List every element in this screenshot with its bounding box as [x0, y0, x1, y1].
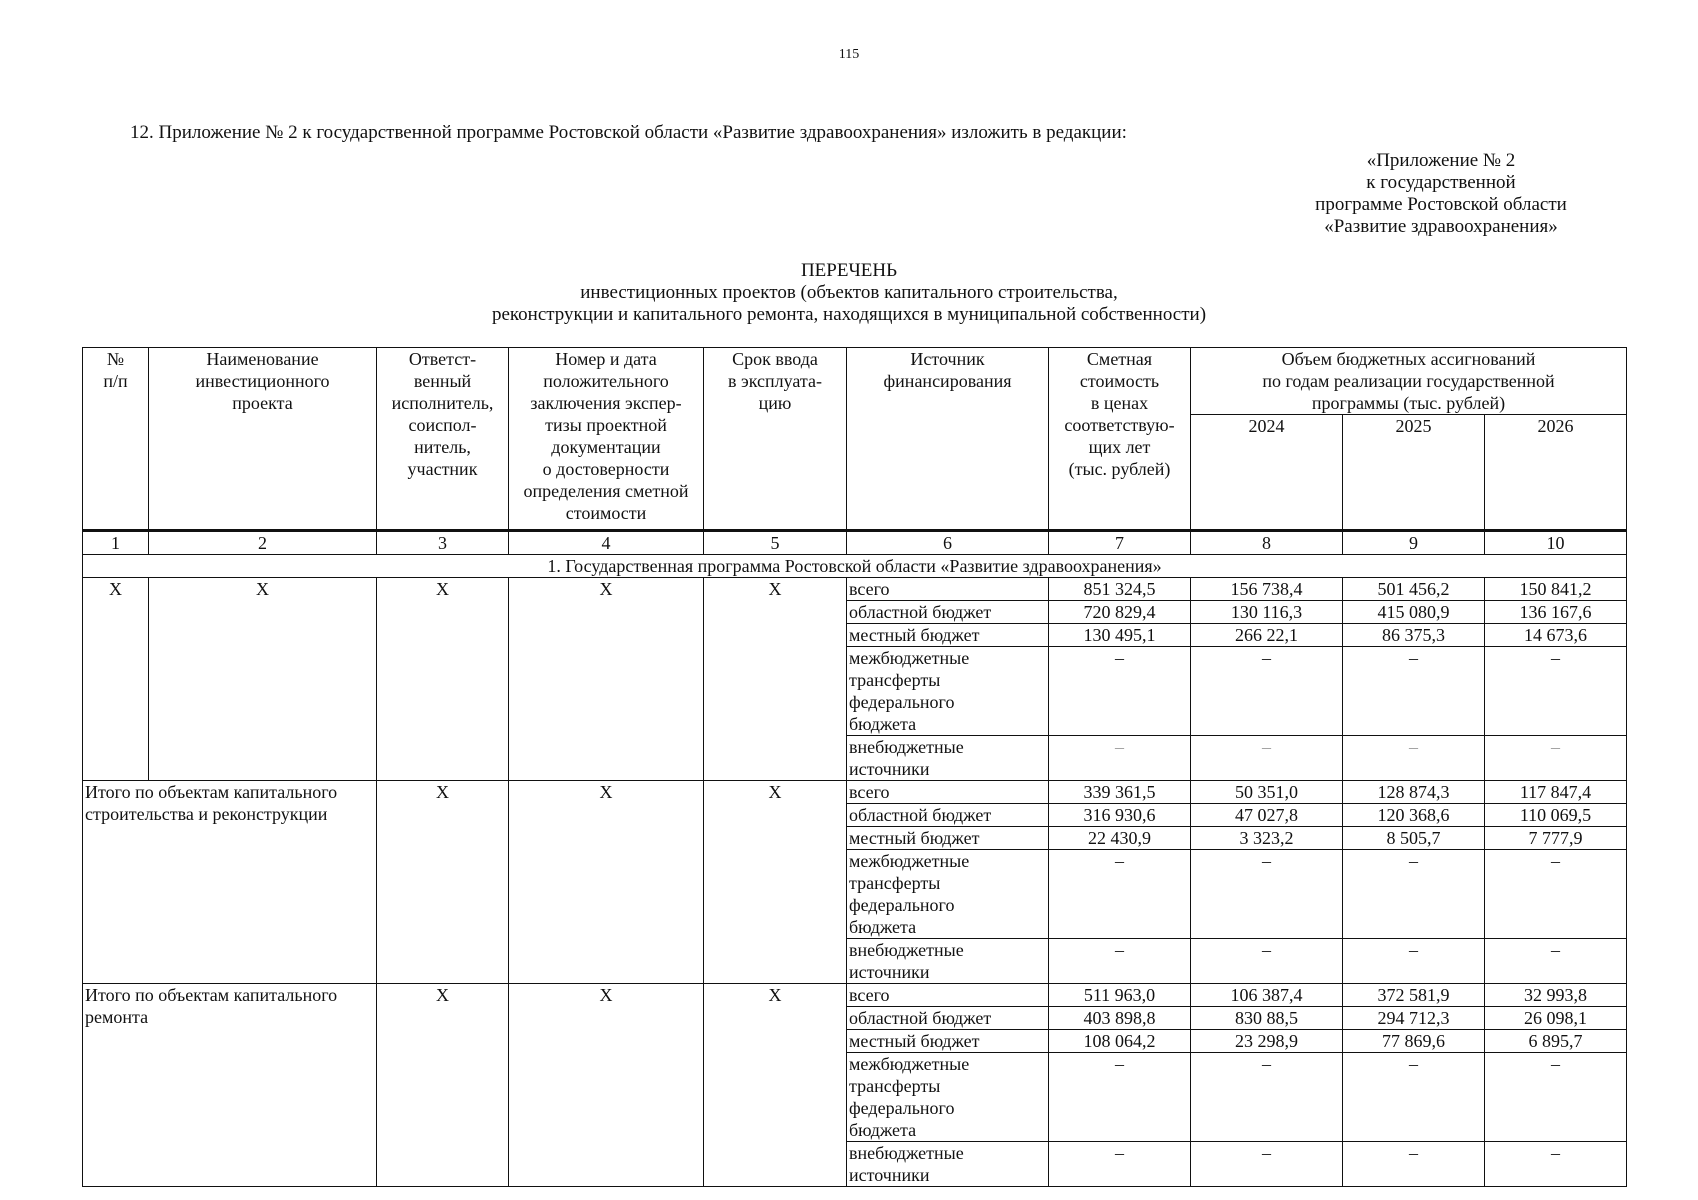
value-cell: 50 351,0	[1191, 781, 1343, 804]
value-cell: 720 829,4	[1049, 601, 1191, 624]
page-number: 115	[838, 47, 860, 62]
dash-cell: –	[1049, 850, 1191, 939]
dash-cell: –	[1343, 850, 1485, 939]
column-number: 10	[1485, 531, 1627, 555]
value-cell: 106 387,4	[1191, 984, 1343, 1007]
value-cell: 86 375,3	[1343, 624, 1485, 647]
program-title-row	[83, 555, 1627, 578]
value-cell: 120 368,6	[1343, 804, 1485, 827]
appendix-line: «Развитие здравоохранения»	[1324, 216, 1558, 237]
x-mark: Х	[149, 578, 377, 781]
appendix-line: программе Ростовской области	[1315, 194, 1567, 215]
source-extrabudgetary: внебюджетные источники	[847, 939, 1049, 984]
source-total: всего	[847, 578, 1049, 601]
table-row	[83, 984, 1627, 1007]
value-cell: 136 167,6	[1485, 601, 1627, 624]
value-cell: 6 895,7	[1485, 1030, 1627, 1053]
header-project-name: Наименование инвестиционного проекта	[149, 348, 377, 531]
source-regional: областной бюджет	[847, 601, 1049, 624]
header-year-2026: 2026	[1485, 415, 1627, 531]
source-regional: областной бюджет	[847, 804, 1049, 827]
title-line: инвестиционных проектов (объектов капитального строительства,	[580, 282, 1118, 303]
column-number: 9	[1343, 531, 1485, 555]
value-cell: 316 930,6	[1049, 804, 1191, 827]
header-expertise: Номер и дата положительного заключения экспер- тизы проектной документации о достоверности определения сметной стоимости	[509, 348, 704, 531]
source-local: местный бюджет	[847, 624, 1049, 647]
dash-cell: –	[1191, 736, 1343, 781]
value-cell: 130 495,1	[1049, 624, 1191, 647]
x-mark: Х	[704, 984, 847, 1187]
dash-cell: –	[1485, 736, 1627, 781]
investment-projects-table	[82, 347, 1627, 1187]
x-mark: Х	[377, 578, 509, 781]
header-estimated-cost: Сметная стоимость в ценах соответствую- щих лет (тыс. рублей)	[1049, 348, 1191, 531]
value-cell: 77 869,6	[1343, 1030, 1485, 1053]
dash-cell: –	[1049, 939, 1191, 984]
value-cell: 7 777,9	[1485, 827, 1627, 850]
source-regional: областной бюджет	[847, 1007, 1049, 1030]
value-cell: 403 898,8	[1049, 1007, 1191, 1030]
value-cell: 150 841,2	[1485, 578, 1627, 601]
dash-cell: –	[1343, 1142, 1485, 1187]
table-row	[83, 578, 1627, 601]
source-local: местный бюджет	[847, 827, 1049, 850]
dash-cell: –	[1485, 939, 1627, 984]
value-cell: 372 581,9	[1343, 984, 1485, 1007]
section-label: Итого по объектам капитального ремонта	[83, 984, 377, 1187]
column-numbers-row	[83, 531, 1627, 555]
x-mark: Х	[509, 781, 704, 984]
column-number: 1	[83, 531, 149, 555]
header-commission-date: Срок ввода в эксплуата- цию	[704, 348, 847, 531]
value-cell: 128 874,3	[1343, 781, 1485, 804]
appendix-line: «Приложение № 2	[1366, 150, 1516, 171]
value-cell: 830 88,5	[1191, 1007, 1343, 1030]
x-mark: Х	[83, 578, 149, 781]
value-cell: 14 673,6	[1485, 624, 1627, 647]
table-row	[83, 781, 1627, 804]
dash-cell: –	[1343, 1053, 1485, 1142]
value-cell: 851 324,5	[1049, 578, 1191, 601]
source-extrabudgetary: внебюджетные источники	[847, 1142, 1049, 1187]
column-number: 2	[149, 531, 377, 555]
dash-cell: –	[1191, 939, 1343, 984]
header-responsible: Ответст- венный исполнитель, соиспол- нитель, участник	[377, 348, 509, 531]
header-year-2025: 2025	[1343, 415, 1485, 531]
header-row	[83, 348, 1627, 415]
column-number: 4	[509, 531, 704, 555]
value-cell: 23 298,9	[1191, 1030, 1343, 1053]
x-mark: Х	[509, 578, 704, 781]
value-cell: 415 080,9	[1343, 601, 1485, 624]
header-funding-source: Источник финансирования	[847, 348, 1049, 531]
x-mark: Х	[704, 578, 847, 781]
source-extrabudgetary: внебюджетные источники	[847, 736, 1049, 781]
value-cell: 156 738,4	[1191, 578, 1343, 601]
value-cell: 339 361,5	[1049, 781, 1191, 804]
value-cell: 294 712,3	[1343, 1007, 1485, 1030]
dash-cell: –	[1049, 736, 1191, 781]
dash-cell: –	[1485, 1053, 1627, 1142]
column-number: 7	[1049, 531, 1191, 555]
column-number: 8	[1191, 531, 1343, 555]
source-total: всего	[847, 984, 1049, 1007]
value-cell: 8 505,7	[1343, 827, 1485, 850]
intro-text: 12. Приложение № 2 к государственной программе Ростовской области «Развитие здравоохранения» изложить в редакции:	[130, 122, 1127, 143]
header-year-2024: 2024	[1191, 415, 1343, 531]
header-budget-group: Объем бюджетных ассигнований по годам реализации государственной программы (тыс. рублей)	[1191, 348, 1627, 415]
title-line: реконструкции и капитального ремонта, находящихся в муниципальной собственности)	[491, 304, 1207, 325]
document-title	[0, 260, 1698, 326]
x-mark: Х	[377, 984, 509, 1187]
value-cell: 110 069,5	[1485, 804, 1627, 827]
value-cell: 32 993,8	[1485, 984, 1627, 1007]
title-line: ПЕРЕЧЕНЬ	[800, 260, 898, 281]
dash-cell: –	[1049, 1142, 1191, 1187]
x-mark: Х	[377, 781, 509, 984]
value-cell: 47 027,8	[1191, 804, 1343, 827]
x-mark: Х	[509, 984, 704, 1187]
dash-cell: –	[1049, 647, 1191, 736]
value-cell: 501 456,2	[1343, 578, 1485, 601]
header-num: № п/п	[83, 348, 149, 531]
section-label: Итого по объектам капитального строительства и реконструкции	[83, 781, 377, 984]
dash-cell: –	[1191, 1053, 1343, 1142]
source-federal: межбюджетные трансферты федерального бюджета	[847, 1053, 1049, 1142]
dash-cell: –	[1343, 736, 1485, 781]
value-cell: 108 064,2	[1049, 1030, 1191, 1053]
dash-cell: –	[1485, 647, 1627, 736]
value-cell: 26 098,1	[1485, 1007, 1627, 1030]
dash-cell: –	[1485, 1142, 1627, 1187]
source-federal: межбюджетные трансферты федерального бюджета	[847, 647, 1049, 736]
source-local: местный бюджет	[847, 1030, 1049, 1053]
source-total: всего	[847, 781, 1049, 804]
value-cell: 22 430,9	[1049, 827, 1191, 850]
source-federal: межбюджетные трансферты федерального бюджета	[847, 850, 1049, 939]
value-cell: 3 323,2	[1191, 827, 1343, 850]
dash-cell: –	[1343, 647, 1485, 736]
value-cell: 117 847,4	[1485, 781, 1627, 804]
column-number: 5	[704, 531, 847, 555]
dash-cell: –	[1049, 1053, 1191, 1142]
dash-cell: –	[1343, 939, 1485, 984]
x-mark: Х	[704, 781, 847, 984]
appendix-heading	[1291, 150, 1591, 238]
value-cell: 511 963,0	[1049, 984, 1191, 1007]
value-cell: 130 116,3	[1191, 601, 1343, 624]
value-cell: 266 22,1	[1191, 624, 1343, 647]
program-title: 1. Государственная программа Ростовской области «Развитие здравоохранения»	[83, 555, 1627, 578]
column-number: 3	[377, 531, 509, 555]
column-number: 6	[847, 531, 1049, 555]
dash-cell: –	[1191, 850, 1343, 939]
appendix-line: к государственной	[1366, 172, 1516, 193]
dash-cell: –	[1191, 647, 1343, 736]
dash-cell: –	[1485, 850, 1627, 939]
dash-cell: –	[1191, 1142, 1343, 1187]
